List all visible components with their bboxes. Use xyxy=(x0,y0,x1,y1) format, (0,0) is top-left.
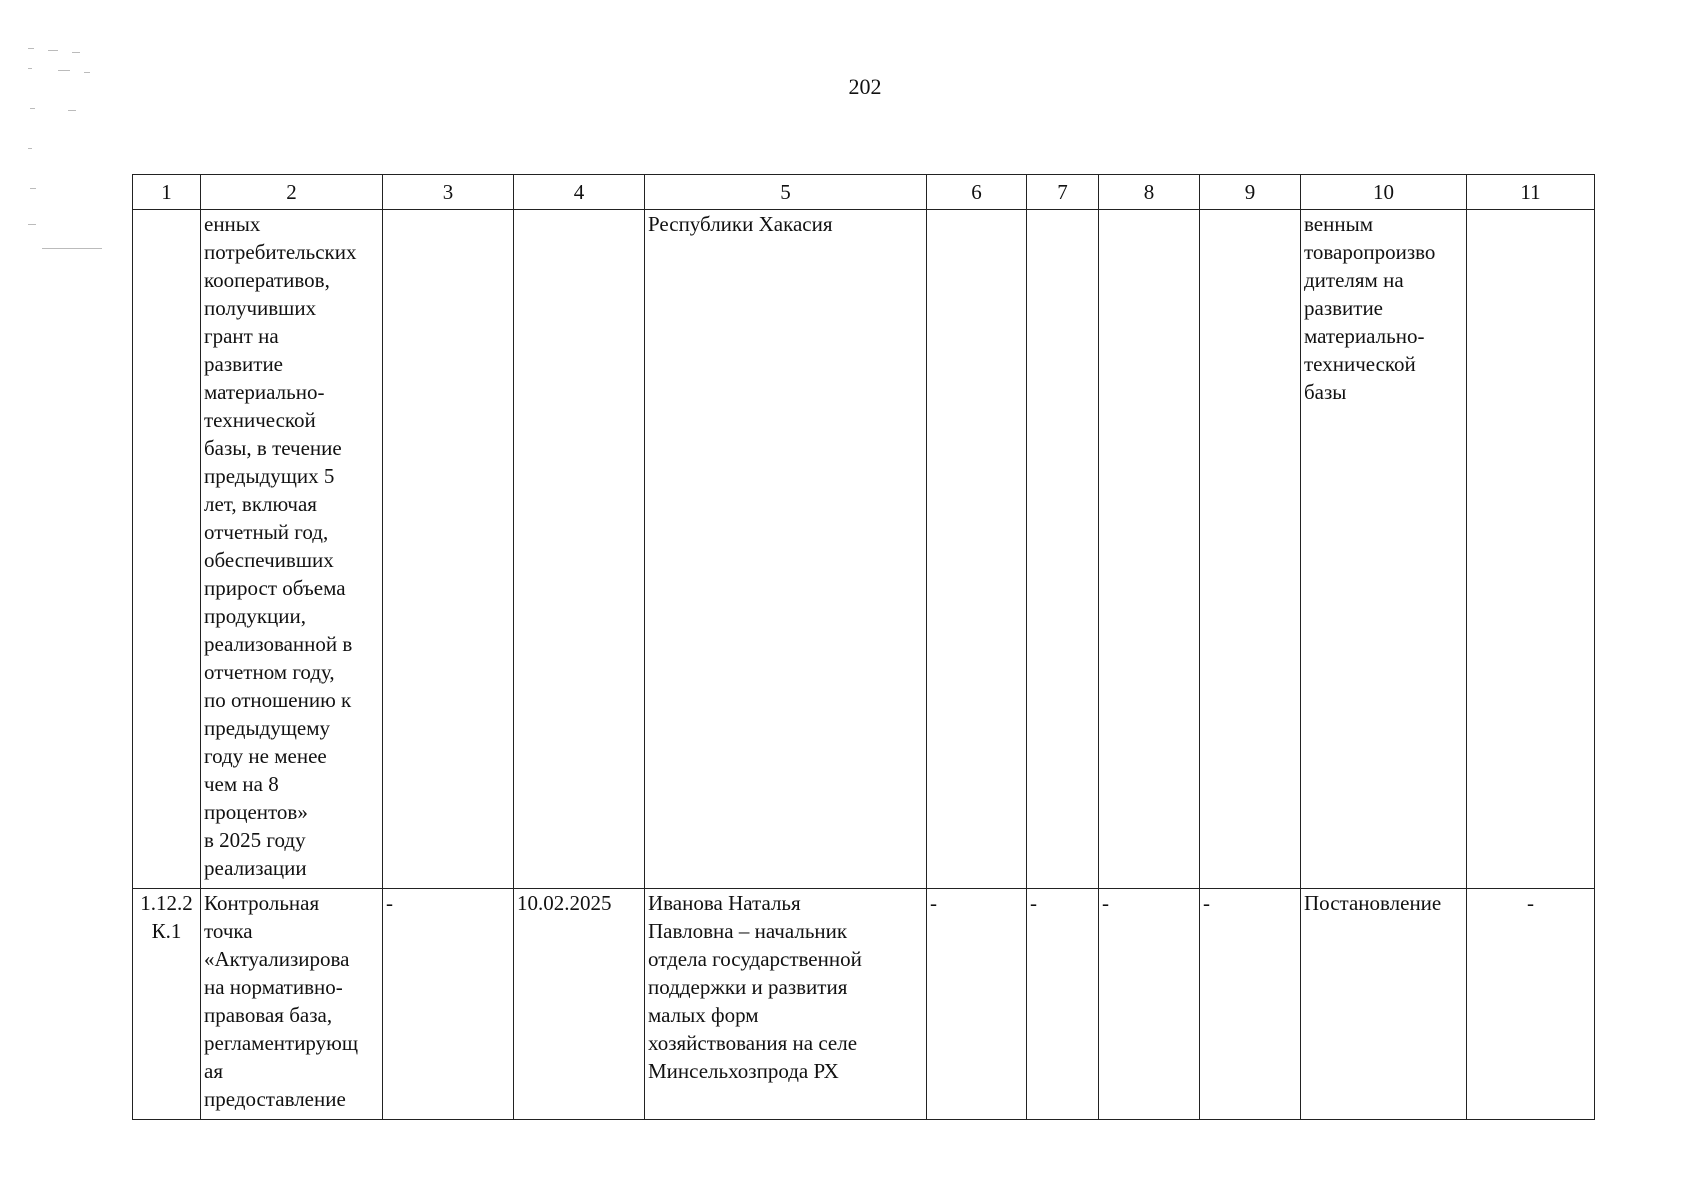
table-cell xyxy=(1099,210,1200,889)
table-cell xyxy=(1027,889,1099,1120)
cell-text: - xyxy=(1102,891,1109,915)
table-cell xyxy=(201,889,383,1120)
table-cell xyxy=(1467,889,1595,1120)
column-header-7: 7 xyxy=(1027,175,1099,210)
table-cell xyxy=(383,210,514,889)
table-cell xyxy=(927,889,1027,1120)
cell-text: - xyxy=(1527,891,1534,915)
table-row xyxy=(133,210,1595,889)
cell-text: - xyxy=(386,891,393,915)
column-header-1: 1 xyxy=(133,175,201,210)
document-table xyxy=(132,174,1595,1120)
cell-text: енных потребительских кооперативов, получивших грант на развитие материально- технической базы, в течение предыдущих 5 лет, включая отчетный год, обеспечивших прирост объема продукции, реализованной в отчетном году, по отношению к предыдущему году не менее чем на 8 процентов» в 2025 году реализации xyxy=(204,212,357,880)
table-cell xyxy=(1301,210,1467,889)
column-header-4: 4 xyxy=(514,175,645,210)
table-cell xyxy=(201,210,383,889)
cell-text: 10.02.2025 xyxy=(517,891,612,915)
table-cell xyxy=(514,889,645,1120)
cell-text: венным товаропроизво дителям на развитие материально- технической базы xyxy=(1304,212,1436,404)
cell-text: - xyxy=(930,891,937,915)
table-cell xyxy=(1099,889,1200,1120)
page-number: 202 xyxy=(848,74,882,99)
column-header-5: 5 xyxy=(645,175,927,210)
table-cell xyxy=(1027,210,1099,889)
table-cell xyxy=(514,210,645,889)
column-header-8: 8 xyxy=(1099,175,1200,210)
column-header-2: 2 xyxy=(201,175,383,210)
table-cell xyxy=(133,889,201,1120)
table-cell xyxy=(645,889,927,1120)
table-row xyxy=(133,889,1595,1120)
table-cell xyxy=(383,889,514,1120)
column-header-10: 10 xyxy=(1301,175,1467,210)
table-cell xyxy=(133,210,201,889)
table-cell xyxy=(1200,210,1301,889)
cell-text: Республики Хакасия xyxy=(648,212,833,236)
table-cell xyxy=(645,210,927,889)
column-header-9: 9 xyxy=(1200,175,1301,210)
column-header-3: 3 xyxy=(383,175,514,210)
scan-artifact-marks xyxy=(28,48,108,268)
table-cell xyxy=(1467,210,1595,889)
cell-text: Контрольная точка «Актуализирова на нормативно- правовая база, регламентирующ ая предоставление xyxy=(204,891,359,1111)
table-cell xyxy=(1200,889,1301,1120)
cell-text: Иванова Наталья Павловна – начальник отдела государственной поддержки и развития малых форм хозяйствования на селе Минсельхозпрода РХ xyxy=(648,891,862,1083)
column-header-6: 6 xyxy=(927,175,1027,210)
cell-text: - xyxy=(1030,891,1037,915)
cell-text: - xyxy=(1203,891,1210,915)
header-row xyxy=(133,175,1595,210)
table-cell xyxy=(927,210,1027,889)
cell-text: Постановление xyxy=(1304,891,1442,915)
table-cell xyxy=(1301,889,1467,1120)
cell-text: 1.12.2 К.1 xyxy=(140,891,193,943)
column-header-11: 11 xyxy=(1467,175,1595,210)
